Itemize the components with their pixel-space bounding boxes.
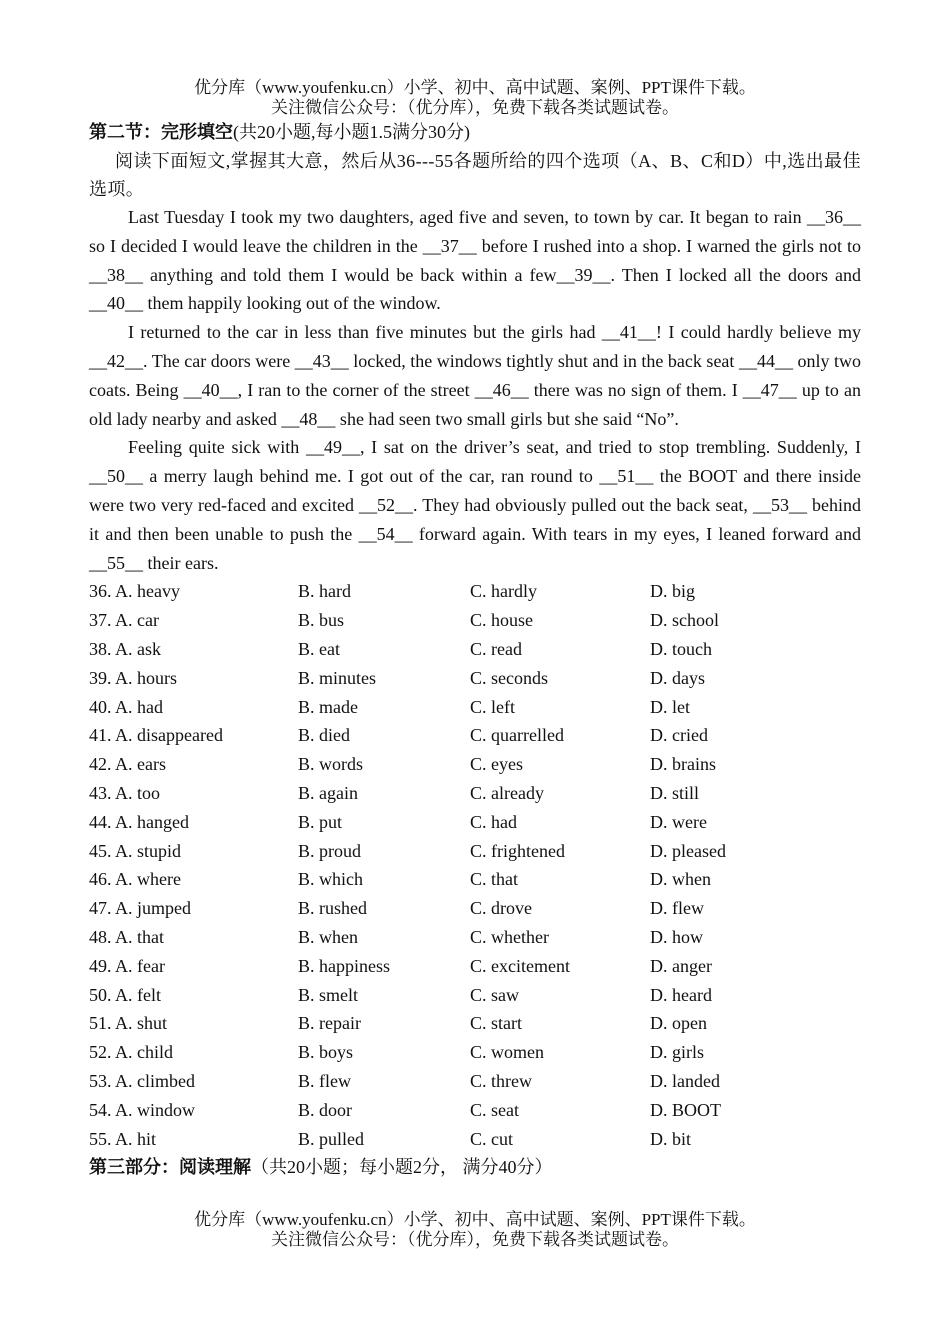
option-c: C. left (470, 696, 515, 717)
option-c: C. eyes (470, 754, 523, 775)
option-a (89, 1125, 156, 1154)
option-a-label: A. too (115, 782, 161, 803)
option-c: C. threw (470, 1070, 532, 1091)
question-number: 44. (89, 811, 112, 832)
question-row (89, 1096, 861, 1125)
part-3-subtitle: （共20小题；每小题2分， 满分40分） (251, 1157, 553, 1178)
option-a (89, 1096, 195, 1125)
section-2-subtitle: (共20小题,每小题1.5满分30分) (233, 122, 470, 142)
option-c: C. women (470, 1042, 544, 1063)
option-d: D. school (650, 610, 719, 631)
footer-banner (0, 1210, 950, 1250)
option-d: D. brains (650, 754, 716, 775)
option-a-label: A. child (115, 1042, 174, 1063)
question-number: 55. (89, 1128, 112, 1149)
question-number: 36. (89, 581, 112, 602)
option-c: C. already (470, 782, 544, 803)
section-2-heading (89, 119, 861, 145)
option-c: C. had (470, 811, 517, 832)
option-a-label: A. hours (115, 667, 178, 688)
option-b: B. boys (298, 1042, 354, 1063)
question-number: 43. (89, 782, 112, 803)
header-line-1: 优分库（www.youfenku.cn）小学、初中、高中试题、案例、PPT课件下载。 (194, 78, 756, 97)
option-a-label: A. where (115, 869, 181, 890)
option-d: D. were (650, 811, 707, 832)
option-d: D. heard (650, 984, 712, 1005)
option-c: C. read (470, 638, 522, 659)
question-number: 37. (89, 610, 112, 631)
option-a-label: A. car (115, 610, 159, 631)
option-d: D. BOOT (650, 1099, 721, 1120)
option-a-label: A. stupid (115, 840, 182, 861)
question-number: 48. (89, 926, 112, 947)
option-a (89, 808, 189, 837)
option-b: B. eat (298, 638, 340, 659)
question-row (89, 721, 861, 750)
question-row (89, 923, 861, 952)
option-b: B. which (298, 869, 363, 890)
question-row (89, 635, 861, 664)
question-row (89, 750, 861, 779)
option-a (89, 1067, 195, 1096)
option-a (89, 693, 163, 722)
header-line-2: 关注微信公众号：（优分库），免费下载各类试题试卷。 (271, 98, 679, 117)
option-b: B. made (298, 696, 358, 717)
option-a-label: A. hit (115, 1128, 157, 1149)
question-row (89, 779, 861, 808)
part-3-title: 第三部分：阅读理解 (89, 1157, 251, 1178)
question-number: 49. (89, 955, 112, 976)
option-a-label: A. hanged (115, 811, 189, 832)
option-a (89, 865, 181, 894)
option-a-label: A. jumped (115, 898, 192, 919)
option-a (89, 664, 177, 693)
option-b: B. door (298, 1099, 352, 1120)
question-row (89, 693, 861, 722)
option-d: D. pleased (650, 840, 726, 861)
option-c: C. start (470, 1013, 522, 1034)
question-number: 41. (89, 725, 112, 746)
question-number: 51. (89, 1013, 112, 1034)
option-a-label: A. disappeared (115, 725, 223, 746)
option-c: C. seconds (470, 667, 548, 688)
option-c: C. house (470, 610, 533, 631)
footer-line-1: 优分库（www.youfenku.cn）小学、初中、高中试题、案例、PPT课件下载。 (194, 1210, 756, 1229)
option-b: B. repair (298, 1013, 361, 1034)
question-row (89, 664, 861, 693)
option-b: B. hard (298, 581, 351, 602)
question-row (89, 952, 861, 981)
option-d: D. let (650, 696, 690, 717)
question-number: 40. (89, 696, 112, 717)
option-a-label: A. that (115, 926, 165, 947)
option-d: D. days (650, 667, 705, 688)
question-row (89, 606, 861, 635)
option-d: D. flew (650, 898, 704, 919)
option-b: B. smelt (298, 984, 359, 1005)
question-number: 39. (89, 667, 112, 688)
passage-paragraph-2: I returned to the car in less than five minutes but the girls had __41__! I could hardly believe my __42__. The car doors were __43__ locked, the windows tightly shut and in the back seat __44__ only two coats. Being __40__, I ran to the corner of the street __46__ there was no sign of them. I __47__ up to an old lady nearby and asked __48__ she had seen two small girls but she said “No”. (89, 322, 861, 429)
passage-paragraph-1: Last Tuesday I took my two daughters, aged five and seven, to town by car. It began to rain __36__ so I decided I would leave the children in the __37__ before I rushed into a shop. I warned the girls not to __38__ anything and told them I would be back within a few__39__. Then I locked all the doors and __40__ them happily looking out of the window. (89, 207, 861, 314)
option-a (89, 1038, 173, 1067)
question-row (89, 1009, 861, 1038)
question-row (89, 1125, 861, 1154)
question-options-list (89, 577, 861, 1153)
option-a (89, 750, 166, 779)
option-b: B. bus (298, 610, 345, 631)
question-number: 53. (89, 1070, 112, 1091)
option-d: D. landed (650, 1070, 720, 1091)
option-d: D. still (650, 782, 700, 803)
question-row (89, 577, 861, 606)
question-row (89, 1038, 861, 1067)
question-row (89, 1067, 861, 1096)
option-b: B. died (298, 725, 350, 746)
question-number: 52. (89, 1042, 112, 1063)
question-row (89, 865, 861, 894)
option-b: B. put (298, 811, 343, 832)
option-a-label: A. ask (115, 638, 162, 659)
option-b: B. when (298, 926, 358, 947)
option-a-label: A. felt (115, 984, 161, 1005)
option-a (89, 923, 164, 952)
option-b: B. again (298, 782, 358, 803)
option-d: D. bit (650, 1128, 692, 1149)
option-c: C. excitement (470, 955, 570, 976)
option-a (89, 577, 180, 606)
option-c: C. whether (470, 926, 549, 947)
question-number: 54. (89, 1099, 112, 1120)
question-row (89, 894, 861, 923)
option-b: B. happiness (298, 955, 390, 976)
header-banner (0, 78, 950, 118)
option-a (89, 981, 161, 1010)
question-number: 45. (89, 840, 112, 861)
option-d: D. cried (650, 725, 708, 746)
option-a (89, 721, 223, 750)
option-d: D. big (650, 581, 695, 602)
option-a-label: A. had (115, 696, 164, 717)
footer-line-2: 关注微信公众号：（优分库），免费下载各类试题试卷。 (271, 1230, 679, 1249)
option-d: D. girls (650, 1042, 704, 1063)
question-number: 38. (89, 638, 112, 659)
option-a-label: A. heavy (115, 581, 180, 602)
option-b: B. minutes (298, 667, 377, 688)
option-b: B. proud (298, 840, 361, 861)
option-a (89, 1009, 167, 1038)
option-a (89, 779, 160, 808)
option-b: B. flew (298, 1070, 351, 1091)
option-d: D. when (650, 869, 711, 890)
option-a-label: A. ears (115, 754, 166, 775)
option-a-label: A. fear (115, 955, 165, 976)
option-a-label: A. shut (115, 1013, 168, 1034)
question-number: 46. (89, 869, 112, 890)
option-c: C. seat (470, 1099, 519, 1120)
option-d: D. how (650, 926, 703, 947)
passage-paragraph-3: Feeling quite sick with __49__, I sat on the driver’s seat, and tried to stop trembling. Suddenly, I __50__ a merry laugh behind me. I got out of the car, ran round to __51__ the BOOT and there inside were two very red-faced and excited __52__. They had obviously pulled out the back seat, __53__ behind it and then been unable to push the __54__ forward again. With tears in my eyes, I leaned forward and __55__ their ears. (89, 437, 861, 573)
option-a (89, 635, 161, 664)
section-2-instruction: 阅读下面短文,掌握其大意，然后从36---55各题所给的四个选项（A、B、C和D）中,选出最佳选项。 (89, 151, 861, 199)
option-c: C. saw (470, 984, 519, 1005)
option-b: B. rushed (298, 898, 367, 919)
question-row (89, 837, 861, 866)
option-a-label: A. climbed (115, 1070, 195, 1091)
option-a-label: A. window (115, 1099, 196, 1120)
option-c: C. cut (470, 1128, 513, 1149)
option-c: C. drove (470, 898, 532, 919)
option-c: C. hardly (470, 581, 537, 602)
option-a (89, 606, 159, 635)
option-c: C. quarrelled (470, 725, 564, 746)
option-c: C. frightened (470, 840, 565, 861)
part-3-heading (89, 1153, 861, 1181)
section-2-title: 第二节：完形填空 (89, 122, 233, 142)
option-a (89, 952, 165, 981)
question-number: 42. (89, 754, 112, 775)
option-b: B. pulled (298, 1128, 364, 1149)
option-d: D. open (650, 1013, 707, 1034)
option-a (89, 837, 181, 866)
question-row (89, 808, 861, 837)
exam-content (89, 119, 861, 1181)
option-b: B. words (298, 754, 364, 775)
question-number: 50. (89, 984, 112, 1005)
option-c: C. that (470, 869, 518, 890)
option-a (89, 894, 191, 923)
question-number: 47. (89, 898, 112, 919)
option-d: D. touch (650, 638, 712, 659)
option-d: D. anger (650, 955, 712, 976)
question-row (89, 981, 861, 1010)
